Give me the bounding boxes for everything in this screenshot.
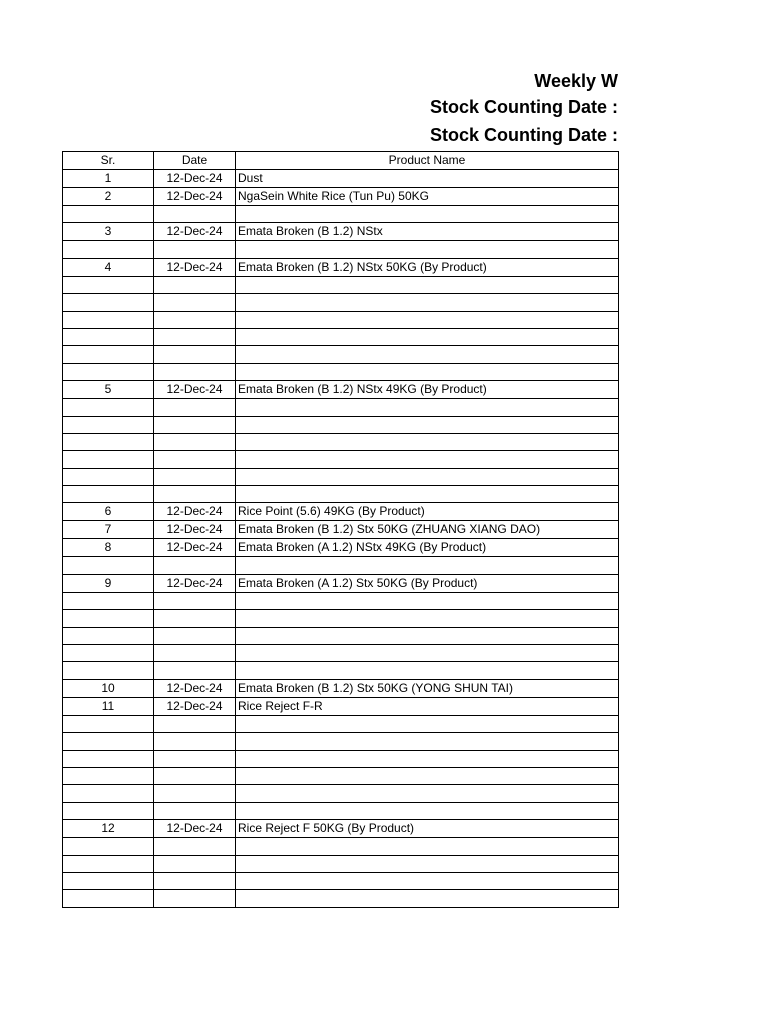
cell-date: [154, 767, 236, 784]
cell-sr: 4: [63, 258, 154, 276]
cell-date: [154, 890, 236, 907]
cell-product-name: [236, 627, 619, 644]
cell-date: [154, 592, 236, 609]
cell-product-name: [236, 890, 619, 907]
table-row: [63, 715, 619, 732]
cell-product-name: [236, 241, 619, 258]
table-row: [63, 539, 619, 557]
table-row: [63, 645, 619, 662]
table-row: [63, 750, 619, 767]
cell-date: 12-Dec-24: [154, 697, 236, 715]
cell-product-name: Rice Reject F 50KG (By Product): [236, 820, 619, 838]
cell-product-name: [236, 838, 619, 855]
cell-sr: [63, 872, 154, 889]
table-row: [63, 503, 619, 521]
cell-product-name: [236, 855, 619, 872]
cell-sr: [63, 645, 154, 662]
cell-product-name: [236, 294, 619, 311]
cell-product-name: Emata Broken (B 1.2) Stx 50KG (YONG SHUN TAI): [236, 679, 619, 697]
cell-product-name: Dust: [236, 170, 619, 188]
table-row: [63, 557, 619, 574]
table-header-row: [63, 152, 619, 170]
table-row: [63, 820, 619, 838]
cell-date: 12-Dec-24: [154, 820, 236, 838]
table-row: [63, 802, 619, 819]
cell-product-name: [236, 610, 619, 627]
table-row: [63, 592, 619, 609]
stock-table: [62, 151, 619, 908]
cell-product-name: [236, 662, 619, 679]
table-row: [63, 890, 619, 907]
cell-date: [154, 733, 236, 750]
cell-product-name: [236, 592, 619, 609]
cell-date: [154, 610, 236, 627]
cell-sr: [63, 592, 154, 609]
cell-sr: [63, 363, 154, 380]
cell-product-name: [236, 433, 619, 450]
cell-product-name: Rice Point (5.6) 49KG (By Product): [236, 503, 619, 521]
stock-counting-date-label: Stock Counting Date :: [430, 97, 618, 117]
cell-product-name: NgaSein White Rice (Tun Pu) 50KG: [236, 188, 619, 206]
cell-sr: [63, 399, 154, 416]
cell-product-name: [236, 802, 619, 819]
column-header-product-name: Product Name: [236, 152, 619, 170]
cell-product-name: Emata Broken (A 1.2) NStx 49KG (By Product): [236, 539, 619, 557]
cell-date: [154, 715, 236, 732]
cell-product-name: Emata Broken (B 1.2) NStx 49KG (By Product): [236, 381, 619, 399]
cell-date: [154, 311, 236, 328]
cell-product-name: [236, 557, 619, 574]
table-row: [63, 206, 619, 223]
table-row: [63, 767, 619, 784]
table-row: [63, 416, 619, 433]
table-row: [63, 697, 619, 715]
cell-date: 12-Dec-24: [154, 521, 236, 539]
cell-product-name: [236, 767, 619, 784]
cell-sr: 9: [63, 574, 154, 592]
cell-date: 12-Dec-24: [154, 503, 236, 521]
cell-date: [154, 241, 236, 258]
table-row: [63, 486, 619, 503]
cell-sr: 1: [63, 170, 154, 188]
cell-sr: [63, 276, 154, 293]
cell-date: [154, 662, 236, 679]
cell-date: [154, 276, 236, 293]
cell-sr: [63, 890, 154, 907]
cell-product-name: Emata Broken (B 1.2) Stx 50KG (ZHUANG XIANG DAO): [236, 521, 619, 539]
cell-sr: [63, 451, 154, 468]
cell-date: [154, 416, 236, 433]
table-row: [63, 170, 619, 188]
cell-sr: [63, 328, 154, 345]
cell-date: [154, 451, 236, 468]
cell-product-name: [236, 346, 619, 363]
cell-sr: 2: [63, 188, 154, 206]
cell-product-name: [236, 486, 619, 503]
cell-date: [154, 346, 236, 363]
cell-sr: [63, 557, 154, 574]
cell-sr: [63, 294, 154, 311]
cell-product-name: [236, 872, 619, 889]
cell-product-name: [236, 311, 619, 328]
cell-date: 12-Dec-24: [154, 258, 236, 276]
cell-date: 12-Dec-24: [154, 539, 236, 557]
cell-date: [154, 468, 236, 485]
table-row: [63, 451, 619, 468]
cell-date: 12-Dec-24: [154, 223, 236, 241]
cell-sr: 6: [63, 503, 154, 521]
table-row: [63, 258, 619, 276]
cell-product-name: [236, 750, 619, 767]
table-row: [63, 679, 619, 697]
table-row: [63, 241, 619, 258]
cell-date: [154, 399, 236, 416]
table-row: [63, 311, 619, 328]
cell-date: [154, 750, 236, 767]
cell-product-name: [236, 363, 619, 380]
table-row: [63, 223, 619, 241]
cell-date: [154, 627, 236, 644]
cell-sr: 11: [63, 697, 154, 715]
column-header-sr: Sr.: [63, 152, 154, 170]
table-row: [63, 346, 619, 363]
cell-sr: [63, 346, 154, 363]
table-row: [63, 399, 619, 416]
cell-sr: 8: [63, 539, 154, 557]
cell-product-name: [236, 206, 619, 223]
table-row: [63, 188, 619, 206]
cell-sr: 12: [63, 820, 154, 838]
table-row: [63, 662, 619, 679]
cell-sr: [63, 715, 154, 732]
cell-product-name: [236, 276, 619, 293]
cell-product-name: Emata Broken (B 1.2) NStx 50KG (By Product): [236, 258, 619, 276]
stock-counting-date-label-2: Stock Counting Date :: [430, 125, 618, 145]
table-row: [63, 433, 619, 450]
cell-date: [154, 328, 236, 345]
cell-product-name: [236, 451, 619, 468]
cell-date: [154, 557, 236, 574]
cell-date: 12-Dec-24: [154, 574, 236, 592]
table-row: [63, 785, 619, 802]
cell-product-name: [236, 328, 619, 345]
report-title: Weekly W: [534, 71, 618, 91]
cell-date: [154, 294, 236, 311]
table-row: [63, 276, 619, 293]
cell-sr: [63, 855, 154, 872]
cell-date: [154, 645, 236, 662]
cell-sr: [63, 750, 154, 767]
table-row: [63, 610, 619, 627]
cell-sr: 3: [63, 223, 154, 241]
cell-product-name: Rice Reject F-R: [236, 697, 619, 715]
cell-product-name: Emata Broken (A 1.2) Stx 50KG (By Product): [236, 574, 619, 592]
cell-sr: [63, 206, 154, 223]
cell-sr: [63, 627, 154, 644]
cell-sr: 7: [63, 521, 154, 539]
cell-date: [154, 486, 236, 503]
table-row: [63, 574, 619, 592]
table-body: [63, 170, 619, 908]
table-row: [63, 328, 619, 345]
cell-sr: [63, 433, 154, 450]
cell-sr: [63, 610, 154, 627]
cell-date: [154, 363, 236, 380]
cell-product-name: Emata Broken (B 1.2) NStx: [236, 223, 619, 241]
table-row: [63, 381, 619, 399]
cell-product-name: [236, 416, 619, 433]
cell-sr: [63, 785, 154, 802]
cell-sr: [63, 468, 154, 485]
cell-sr: [63, 416, 154, 433]
table-row: [63, 294, 619, 311]
cell-sr: [63, 838, 154, 855]
table-row: [63, 855, 619, 872]
cell-date: 12-Dec-24: [154, 188, 236, 206]
table-row: [63, 363, 619, 380]
cell-product-name: [236, 715, 619, 732]
cell-sr: 5: [63, 381, 154, 399]
cell-date: [154, 802, 236, 819]
cell-date: 12-Dec-24: [154, 381, 236, 399]
cell-date: 12-Dec-24: [154, 679, 236, 697]
cell-sr: [63, 662, 154, 679]
column-header-date: Date: [154, 152, 236, 170]
cell-date: [154, 855, 236, 872]
cell-sr: [63, 311, 154, 328]
table-row: [63, 838, 619, 855]
cell-sr: [63, 802, 154, 819]
cell-sr: [63, 486, 154, 503]
cell-sr: [63, 767, 154, 784]
cell-date: 12-Dec-24: [154, 170, 236, 188]
cell-date: [154, 785, 236, 802]
cell-date: [154, 206, 236, 223]
cell-product-name: [236, 733, 619, 750]
table-row: [63, 627, 619, 644]
table-row: [63, 733, 619, 750]
table-row: [63, 521, 619, 539]
cell-date: [154, 872, 236, 889]
cell-product-name: [236, 645, 619, 662]
table-row: [63, 468, 619, 485]
cell-product-name: [236, 785, 619, 802]
cell-sr: [63, 241, 154, 258]
cell-sr: [63, 733, 154, 750]
cell-date: [154, 838, 236, 855]
cell-product-name: [236, 468, 619, 485]
cell-product-name: [236, 399, 619, 416]
table-row: [63, 872, 619, 889]
cell-sr: 10: [63, 679, 154, 697]
cell-date: [154, 433, 236, 450]
